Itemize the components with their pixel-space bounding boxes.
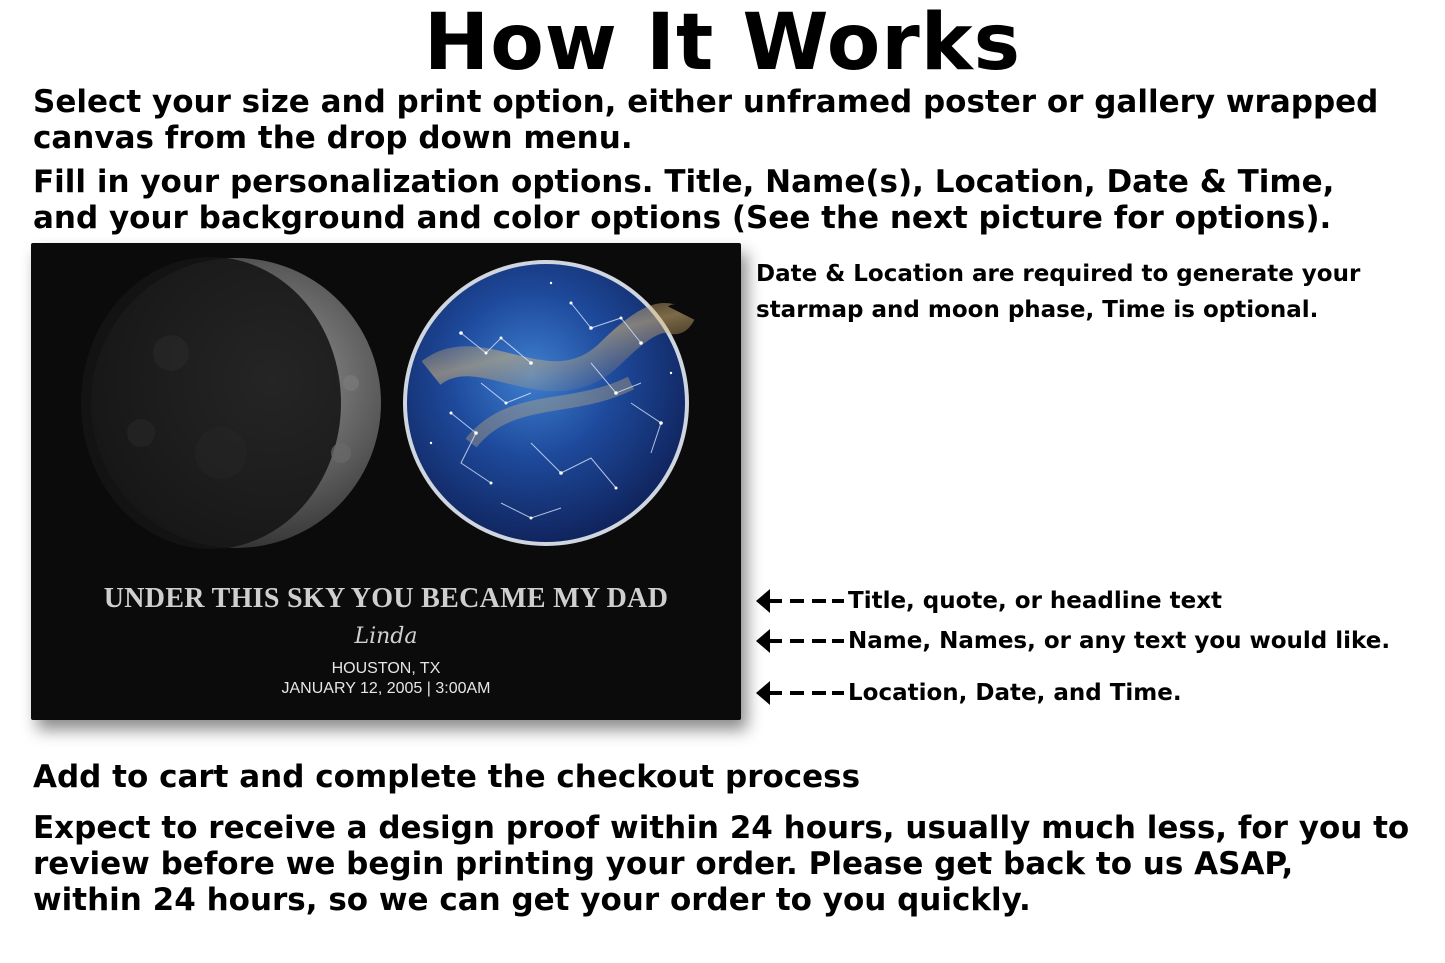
preview-headline: UNDER THIS SKY YOU BECAME MY DAD — [103, 583, 669, 614]
required-fields-note: Date & Location are required to generate your starmap and moon phase, Time is optional. — [756, 261, 1361, 323]
callout-label: Title, quote, or headline text — [848, 588, 1223, 614]
star-map-image — [403, 260, 689, 546]
step-design-proof: Expect to receive a design proof within 24 hours, usually much less, for you to review before we begin printing your order. Please get back to us ASAP, within 24 hours, so we can get your order to you quickly. — [33, 810, 1410, 918]
page-title: How It Works — [423, 0, 1022, 88]
product-preview-canvas — [31, 243, 741, 720]
arrow-left-icon — [756, 626, 844, 656]
step-select-size: Select your size and print option, either unframed poster or gallery wrapped canvas from the drop down menu. — [33, 84, 1379, 156]
moon-phase-image — [81, 257, 381, 549]
callout-label: Location, Date, and Time. — [848, 680, 1182, 706]
arrow-left-icon — [756, 678, 844, 708]
step-personalize: Fill in your personalization options. Title, Name(s), Location, Date & Time, and your background and color options (See the next picture for options). — [33, 164, 1335, 236]
arrow-left-icon — [756, 586, 844, 616]
preview-location: HOUSTON, TX — [331, 660, 441, 677]
step-checkout: Add to cart and complete the checkout process — [33, 759, 861, 795]
callout-location — [756, 676, 1182, 710]
callout-headline — [756, 584, 1222, 618]
preview-date-time: JANUARY 12, 2005 | 3:00AM — [281, 680, 491, 697]
preview-name: Linda — [354, 624, 418, 649]
callout-name — [756, 624, 1390, 658]
callout-label: Name, Names, or any text you would like. — [848, 628, 1391, 654]
